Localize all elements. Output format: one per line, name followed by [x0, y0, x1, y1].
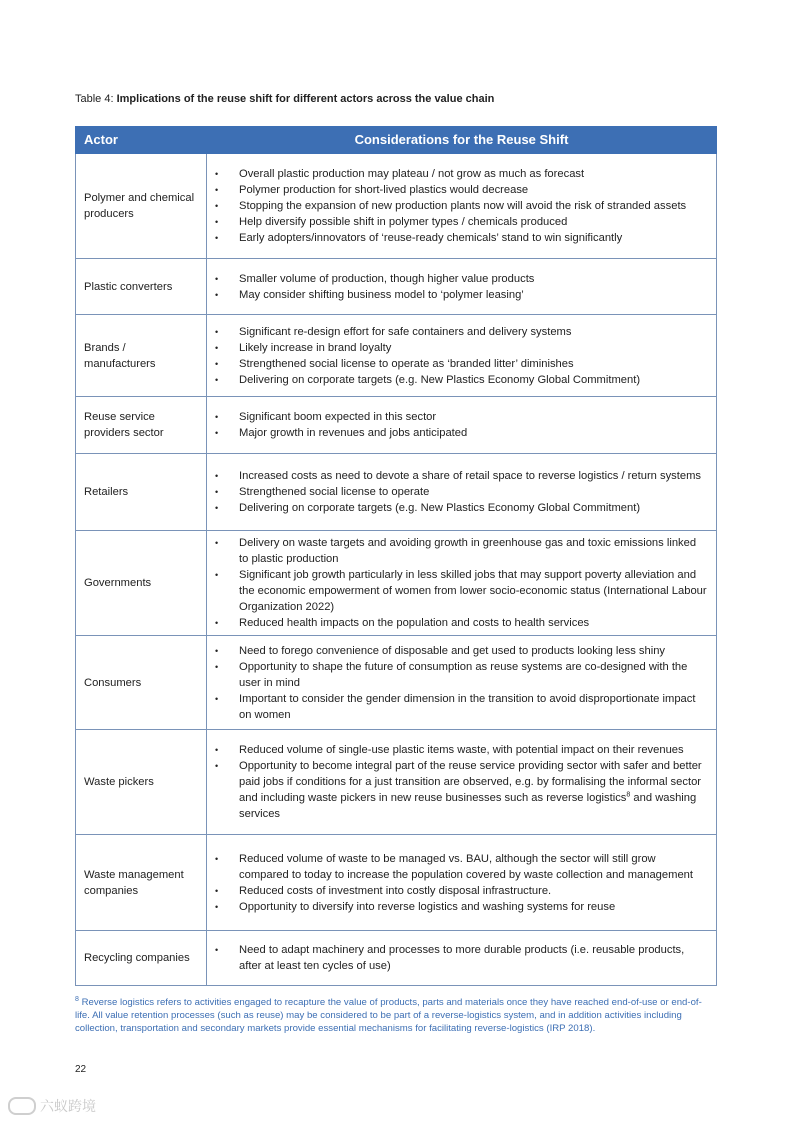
watermark: [8, 1096, 96, 1116]
page-number: 22: [75, 1064, 87, 1075]
table-row: [76, 454, 717, 531]
list-item: • Significant job growth particularly in less skilled jobs that may support poverty alleviation and the economic empowerment of women from lower socio-economic status (International Labour Organization 2022): [215, 567, 708, 615]
considerations-cell: [207, 154, 717, 259]
list-item: • Need to adapt machinery and processes to more durable products (i.e. reusable products, after at least ten cycles of use): [215, 942, 708, 974]
footnote: [75, 997, 715, 1035]
watermark-text: 六蚁跨境: [40, 1098, 96, 1114]
list-item: • Stopping the expansion of new production plants now will avoid the risk of stranded assets: [215, 198, 708, 214]
table-row: [76, 730, 717, 835]
list-item: • Delivery on waste targets and avoiding growth in greenhouse gas and toxic emissions linked to plastic production: [215, 535, 708, 567]
list-item: • Major growth in revenues and jobs anticipated: [215, 425, 708, 441]
footnote-text: Reverse logistics refers to activities engaged to recapture the value of products, parts and materials once they have reached end-of-use or end-of-life. All value retention processes (such as reuse) may be considered to be part of a reverse-logistics system, and in addition activities including collection, transportation and secondary markets provide essential mechanisms for facilitating reverse-logistics (IRP 2018).: [75, 997, 702, 1034]
considerations-cell: [207, 315, 717, 397]
actor-cell: Recycling companies: [76, 931, 207, 986]
considerations-cell: [207, 636, 717, 730]
list-item: • Significant boom expected in this sector: [215, 409, 708, 425]
header-considerations: Considerations for the Reuse Shift: [207, 127, 717, 154]
caption-title: Implications of the reuse shift for different actors across the value chain: [116, 93, 495, 105]
actor-cell: Governments: [76, 531, 207, 636]
list-item: • Opportunity to shape the future of consumption as reuse systems are co-designed with the user in mind: [215, 659, 708, 691]
list-item: • Delivering on corporate targets (e.g. New Plastics Economy Global Commitment): [215, 500, 708, 516]
list-item: [215, 758, 708, 822]
table-header-row: [76, 127, 717, 154]
considerations-cell: [207, 835, 717, 931]
actor-cell: Brands / manufacturers: [76, 315, 207, 397]
table-caption: [75, 93, 494, 105]
actor-cell: Waste pickers: [76, 730, 207, 835]
list-item: • Strengthened social license to operate: [215, 484, 708, 500]
list-item: • Early adopters/innovators of ‘reuse-ready chemicals’ stand to win significantly: [215, 230, 708, 246]
list-item: • Significant re-design effort for safe containers and delivery systems: [215, 324, 708, 340]
table-row: [76, 315, 717, 397]
table-row: [76, 636, 717, 730]
caption-prefix: Table 4:: [75, 93, 117, 105]
list-item: • Overall plastic production may plateau / not grow as much as forecast: [215, 166, 708, 182]
list-item: • Delivering on corporate targets (e.g. New Plastics Economy Global Commitment): [215, 372, 708, 388]
list-item: • Reduced health impacts on the population and costs to health services: [215, 615, 708, 631]
header-actor: Actor: [76, 127, 207, 154]
list-item-suffix: and washing services: [239, 792, 697, 820]
list-item: • Smaller volume of production, though higher value products: [215, 271, 708, 287]
list-item: • Reduced volume of waste to be managed vs. BAU, although the sector will still grow compared to today to increase the population covered by waste collection and management: [215, 851, 708, 883]
table-row: [76, 531, 717, 636]
list-item: • Important to consider the gender dimension in the transition to avoid disproportionate impact on women: [215, 691, 708, 723]
actor-cell: Polymer and chemical producers: [76, 154, 207, 259]
actor-cell: Retailers: [76, 454, 207, 531]
list-item: • Strengthened social license to operate as ‘branded litter’ diminishes: [215, 356, 708, 372]
implications-table: [75, 126, 717, 986]
list-item: • Need to forego convenience of disposable and get used to products looking less shiny: [215, 643, 708, 659]
table-row: [76, 835, 717, 931]
watermark-logo-icon: [8, 1097, 36, 1115]
list-item-text: Opportunity to become integral part of the reuse service providing sector with safer and better paid jobs if conditions for a just transition are observed, e.g. by formalising the informal sector and including waste pickers in new reuse businesses such as reverse logistics: [239, 760, 702, 804]
table-row: [76, 154, 717, 259]
table-row: [76, 259, 717, 315]
actor-cell: Waste management companies: [76, 835, 207, 931]
table-row: [76, 397, 717, 454]
list-item: • Likely increase in brand loyalty: [215, 340, 708, 356]
table-row: [76, 931, 717, 986]
considerations-cell: [207, 531, 717, 636]
list-item: • Opportunity to diversify into reverse logistics and washing systems for reuse: [215, 899, 708, 915]
considerations-cell: [207, 397, 717, 454]
actor-cell: Consumers: [76, 636, 207, 730]
considerations-cell: [207, 454, 717, 531]
footnote-ref: 8: [626, 791, 631, 799]
considerations-cell: [207, 931, 717, 986]
actor-cell: Plastic converters: [76, 259, 207, 315]
list-item: • Polymer production for short-lived plastics would decrease: [215, 182, 708, 198]
list-item: • May consider shifting business model to ‘polymer leasing’: [215, 287, 708, 303]
actor-cell: Reuse service providers sector: [76, 397, 207, 454]
considerations-cell: [207, 259, 717, 315]
list-item: • Help diversify possible shift in polymer types / chemicals produced: [215, 214, 708, 230]
footnote-marker: 8: [75, 995, 79, 1003]
list-item: • Reduced volume of single-use plastic items waste, with potential impact on their revenues: [215, 742, 708, 758]
considerations-cell: [207, 730, 717, 835]
list-item: • Increased costs as need to devote a share of retail space to reverse logistics / return systems: [215, 468, 708, 484]
list-item: • Reduced costs of investment into costly disposal infrastructure.: [215, 883, 708, 899]
